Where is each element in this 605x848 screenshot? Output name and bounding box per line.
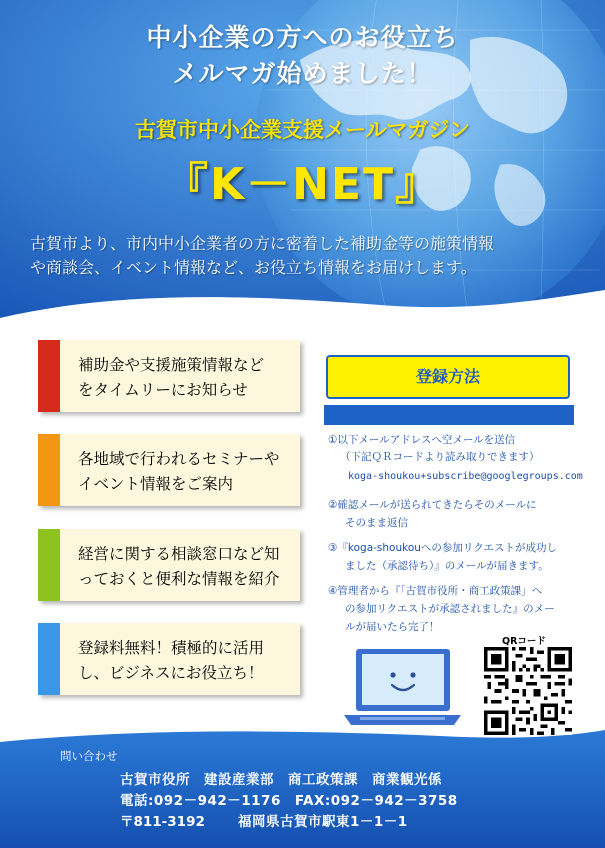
subtitle: 古賀市中小企業支援メールマガジン <box>134 118 471 142</box>
feature-card-free <box>38 623 300 695</box>
feature-text <box>78 636 292 686</box>
feature-text <box>78 353 292 403</box>
laptop-icon <box>340 645 465 730</box>
step3-line1: ③『koga-shoukouへの参加リクエストが成功し <box>328 542 558 554</box>
step2-line2: そのまま返信 <box>345 517 408 529</box>
step3-line2: ました（承認待ち）』のメールが届きます。 <box>345 560 549 572</box>
brand-title: 『K－NET』 <box>164 159 441 210</box>
feature-color-bar <box>38 340 60 412</box>
headline-line2: メルマガ始めました！ <box>172 59 433 88</box>
feature-line: 各地域で行われるセミナーや <box>78 450 280 468</box>
intro-line2: や商談会、イベント情報など、お役立ち情報をお届けします。 <box>30 258 477 277</box>
feature-card-subsidy <box>38 340 300 412</box>
feature-color-bar <box>38 434 60 506</box>
feature-text <box>78 542 292 592</box>
contact-phone-fax: 電話:092－942－1176 FAX:092－942－3758 <box>120 793 458 809</box>
step1-line1: ①以下メールアドレスへ空メールを送信 <box>328 434 516 446</box>
contact-postal-code: 〒811-3192 <box>120 814 205 830</box>
qr-code-image[interactable] <box>484 647 572 735</box>
feature-color-bar <box>38 623 60 695</box>
registration-title: 登録方法 <box>326 355 570 399</box>
step4-line1: ④管理者から『「古賀市役所・商工政策課」へ <box>328 585 543 597</box>
step2-line1: ②確認メールが送られてきたらそのメールに <box>328 499 537 511</box>
feature-color-bar <box>38 529 60 601</box>
feature-line: っておくと便利な情報を紹介 <box>78 570 280 588</box>
registration-band <box>324 405 574 425</box>
feature-line: イベント情報をご案内 <box>78 475 234 493</box>
feature-line: をタイムリーにお知らせ <box>78 381 248 399</box>
headline-line1: 中小企業の方へのお役立ち <box>146 23 459 52</box>
feature-line: 補助金や支援施策情報など <box>78 356 265 374</box>
feature-card-seminar <box>38 434 300 506</box>
feature-line: し、ビジネスにお役立ち！ <box>78 664 264 682</box>
contact-address: 福岡県古賀市駅東1－1－1 <box>238 814 408 830</box>
feature-text <box>78 447 292 497</box>
feature-card-consultation <box>38 529 300 601</box>
step1-line2: （下記ＱＲコードより読み取りできます） <box>340 451 540 463</box>
feature-line: 登録料無料！積極的に活用 <box>78 639 265 657</box>
subscribe-email[interactable]: koga-shoukou+subscribe@googlegroups.com <box>348 471 583 482</box>
contact-heading: 問い合わせ <box>60 749 118 763</box>
step4-line2: の参加リクエストが承認されました』のメー <box>345 603 555 615</box>
qr-label: QRコード <box>502 636 546 647</box>
intro-line1: 古賀市より、市内中小企業者の方に密着した補助金等の施策情報 <box>30 234 495 253</box>
feature-line: 経営に関する相談窓口など知 <box>78 545 280 563</box>
step4-line3: ルが届いたら完了！ <box>345 621 440 633</box>
contact-organization: 古賀市役所 建設産業部 商工政策課 商業観光係 <box>120 772 442 788</box>
